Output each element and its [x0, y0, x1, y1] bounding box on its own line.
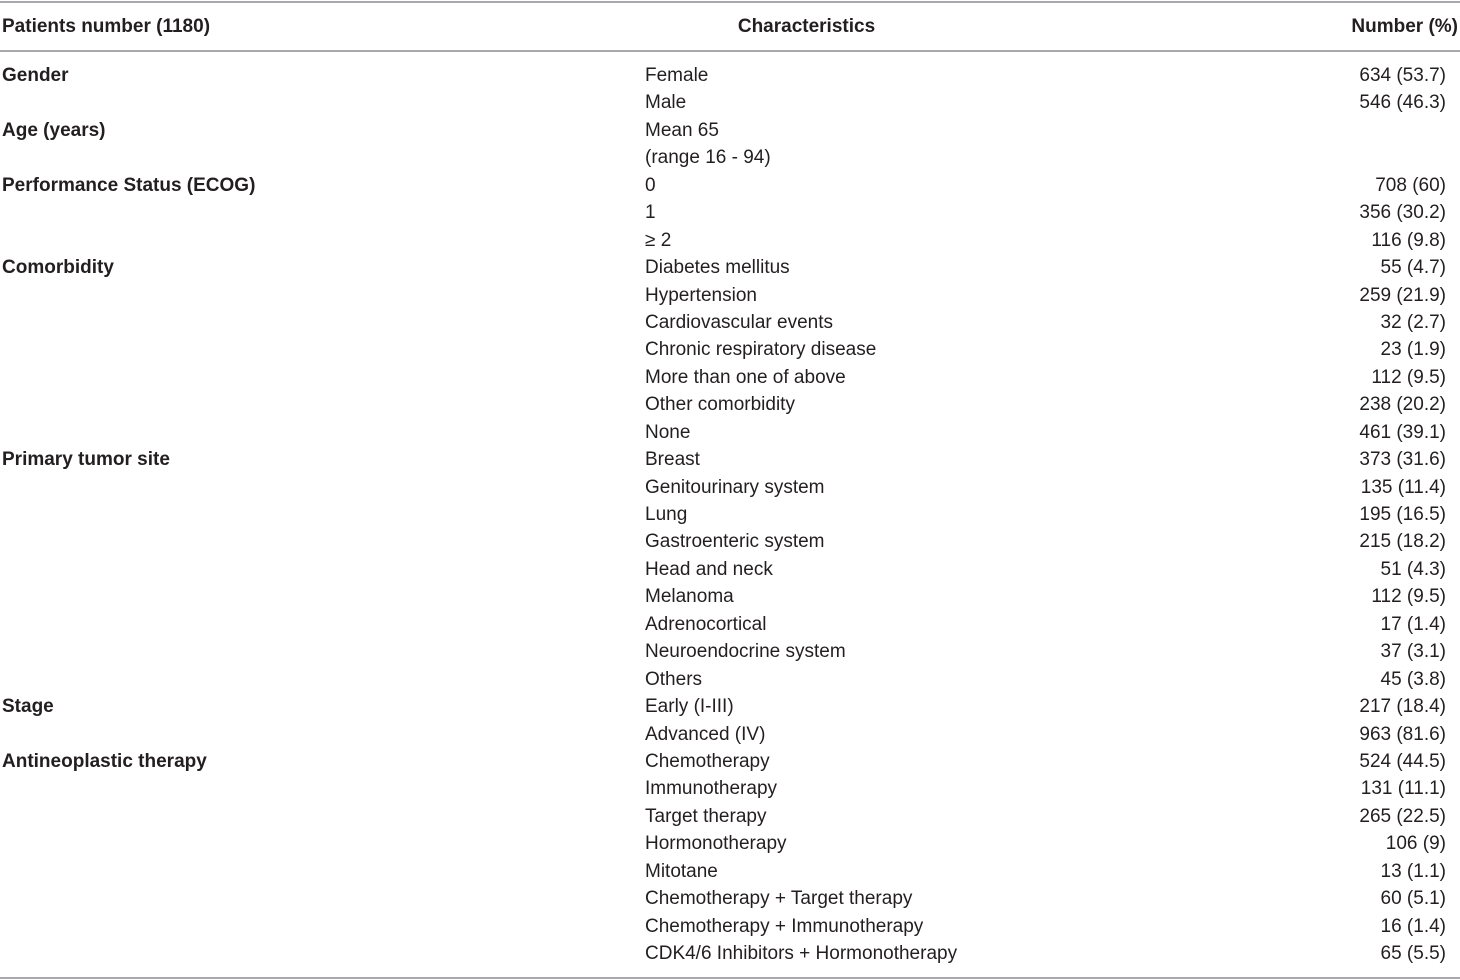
table-row — [0, 419, 1460, 446]
row-characteristic: Breast — [645, 449, 700, 471]
row-characteristic: Lung — [645, 504, 688, 525]
row-group-label: Antineoplastic therapy — [2, 750, 207, 772]
row-number-percent: 55 (4.7) — [1380, 257, 1446, 279]
row-number-percent: 37 (3.1) — [1380, 641, 1446, 663]
row-characteristic: Head and neck — [645, 558, 773, 580]
row-characteristic: Hormonotherapy — [645, 833, 787, 855]
row-number-percent: 217 (18.4) — [1359, 696, 1446, 718]
row-characteristic: Adrenocortical — [645, 613, 767, 635]
table-row — [0, 144, 1460, 171]
row-characteristic: Male — [645, 92, 687, 114]
row-characteristic: Diabetes mellitus — [645, 257, 790, 279]
row-number-percent: 963 (81.6) — [1359, 723, 1446, 745]
row-group-label: Primary tumor site — [2, 449, 170, 471]
row-number-percent: 112 (9.5) — [1371, 586, 1446, 608]
row-characteristic: (range 16 - 94) — [645, 147, 771, 169]
row-characteristic: Chemotherapy — [645, 750, 770, 772]
row-characteristic: 0 — [645, 174, 656, 196]
row-number-percent: 17 (1.4) — [1380, 613, 1446, 635]
row-number-percent: 195 (16.5) — [1359, 504, 1446, 525]
row-characteristic: Others — [645, 668, 703, 690]
row-group-label: Stage — [2, 696, 54, 718]
row-number-percent: 112 (9.5) — [1371, 366, 1446, 388]
row-number-percent: 131 (11.1) — [1360, 778, 1446, 800]
row-characteristic: Chemotherapy + Immunotherapy — [645, 915, 924, 937]
table-row — [0, 336, 1460, 363]
table-row — [0, 666, 1460, 693]
row-characteristic: None — [645, 421, 691, 443]
row-group-label: Comorbidity — [2, 257, 114, 279]
table-row — [0, 254, 1460, 281]
table-row — [0, 446, 1460, 473]
row-group-label: Performance Status (ECOG) — [2, 174, 256, 196]
header-characteristics: Characteristics — [737, 16, 876, 37]
table-row — [0, 858, 1460, 885]
row-number-percent: 23 (1.9) — [1380, 339, 1446, 361]
row-number-percent: 634 (53.7) — [1359, 65, 1446, 86]
row-characteristic: Advanced (IV) — [645, 723, 766, 745]
row-number-percent: 238 (20.2) — [1359, 394, 1446, 416]
row-characteristic: ≥ 2 — [645, 229, 672, 251]
row-number-percent: 106 (9) — [1385, 833, 1446, 855]
table-row — [0, 721, 1460, 748]
table-top-rule — [0, 1, 1460, 3]
row-characteristic: Neuroendocrine system — [645, 641, 846, 663]
row-characteristic: Target therapy — [645, 805, 767, 827]
table-row — [0, 474, 1460, 501]
row-characteristic: Other comorbidity — [645, 394, 795, 416]
table-row — [0, 501, 1460, 528]
table-row — [0, 391, 1460, 418]
row-number-percent: 116 (9.8) — [1371, 229, 1446, 251]
row-characteristic: Early (I-III) — [645, 696, 734, 718]
row-characteristic: Cardiovascular events — [645, 311, 833, 333]
header-patients-number: Patients number (1180) — [2, 16, 211, 37]
table-row — [0, 638, 1460, 665]
row-characteristic: Mitotane — [645, 860, 718, 882]
table-row — [0, 885, 1460, 912]
row-characteristic: Female — [645, 65, 709, 86]
table-row — [0, 583, 1460, 610]
table-row — [0, 830, 1460, 857]
table-body — [0, 62, 1460, 967]
row-characteristic: CDK4/6 Inhibitors + Hormonotherapy — [645, 943, 958, 964]
table-row — [0, 309, 1460, 336]
row-characteristic: Genitourinary system — [645, 476, 825, 498]
table-row — [0, 199, 1460, 226]
table-row — [0, 117, 1460, 144]
row-number-percent: 356 (30.2) — [1359, 202, 1446, 224]
row-number-percent: 51 (4.3) — [1380, 558, 1446, 580]
table-row — [0, 748, 1460, 775]
row-number-percent: 45 (3.8) — [1380, 668, 1446, 690]
row-number-percent: 13 (1.1) — [1380, 860, 1446, 882]
table-row — [0, 803, 1460, 830]
row-number-percent: 708 (60) — [1375, 174, 1446, 196]
table-bottom-rule — [0, 977, 1460, 979]
table-row — [0, 775, 1460, 802]
table-row — [0, 172, 1460, 199]
row-group-label: Gender — [2, 65, 69, 86]
row-characteristic: 1 — [645, 202, 656, 224]
row-number-percent: 461 (39.1) — [1359, 421, 1446, 443]
table-row — [0, 693, 1460, 720]
table-row — [0, 556, 1460, 583]
row-group-label: Age (years) — [2, 119, 106, 141]
row-number-percent: 135 (11.4) — [1360, 476, 1446, 498]
table-row — [0, 940, 1460, 967]
row-characteristic: Chronic respiratory disease — [645, 339, 877, 361]
row-characteristic: Immunotherapy — [645, 778, 778, 800]
table-row — [0, 611, 1460, 638]
row-number-percent: 524 (44.5) — [1359, 750, 1446, 772]
row-characteristic: Mean 65 — [645, 119, 719, 141]
table-row — [0, 89, 1460, 116]
row-number-percent: 32 (2.7) — [1380, 311, 1446, 333]
row-characteristic: Melanoma — [645, 586, 734, 608]
table-row — [0, 282, 1460, 309]
row-characteristic: More than one of above — [645, 366, 846, 388]
table-row — [0, 913, 1460, 940]
table-row — [0, 528, 1460, 555]
table-row — [0, 227, 1460, 254]
row-number-percent: 546 (46.3) — [1359, 92, 1446, 114]
row-characteristic: Hypertension — [645, 284, 757, 306]
row-number-percent: 215 (18.2) — [1359, 531, 1446, 553]
header-number-percent: Number (%) — [1351, 16, 1458, 37]
row-number-percent: 60 (5.1) — [1380, 888, 1446, 910]
row-characteristic: Chemotherapy + Target therapy — [645, 888, 913, 910]
row-number-percent: 16 (1.4) — [1380, 915, 1446, 937]
header-rule — [0, 50, 1460, 52]
row-number-percent: 65 (5.5) — [1380, 943, 1446, 964]
table-row — [0, 62, 1460, 89]
row-number-percent: 259 (21.9) — [1359, 284, 1446, 306]
row-characteristic: Gastroenteric system — [645, 531, 825, 553]
table-row — [0, 364, 1460, 391]
row-number-percent: 373 (31.6) — [1359, 449, 1446, 471]
row-number-percent: 265 (22.5) — [1359, 805, 1446, 827]
